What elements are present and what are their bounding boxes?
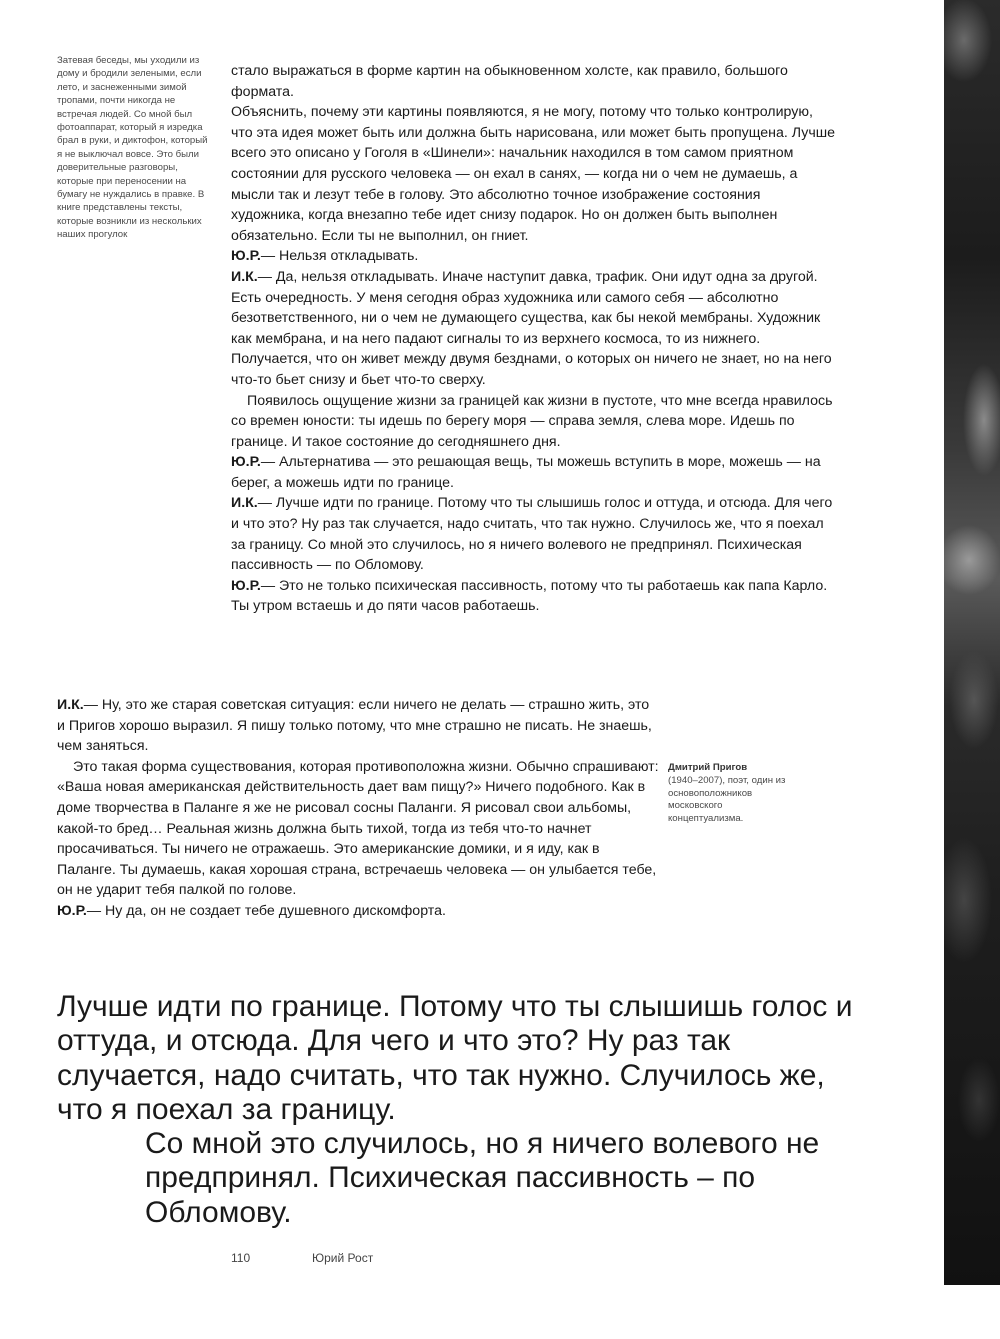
paragraph: Появилось ощущение жизни за границей как жизни в пустоте, что мне всегда нравилось со времен юности: ты идешь по берегу моря — справа земля, слева море. Идешь по границе. И такое состояние до сегодняшнего дня. [231,392,833,450]
sidenote-text: (1940–2007), поэт, один из основоположников московского концептуализма. [668,774,786,825]
speaker-label: И.К. [231,268,258,285]
speaker-label: Ю.Р. [231,454,261,471]
dialogue-line: Ю.Р.— Альтернатива — это решающая вещь, ты можешь вступить в море, можешь — на берег, а можешь идти по границе. [231,454,821,491]
pull-quote [57,990,877,1230]
pull-quote-part1: Лучше идти по границе. Потому что ты слышишь голос и оттуда, и отсюда. Для чего и что это? Ну раз так случается, надо считать, что так нужно. Случилось же, что я поехал за границу. [57,990,853,1126]
paragraph: Объяснить, почему эти картины появляются, я не могу, потому что только контролирую, что эта идея может быть или должна быть нарисована, или может быть пропущена. Лучше всего это описано у Гоголя в «Шинели»: начальник находился в том самом приятном состоянии для русского человека — он ехал в санях, — когда ни о чем не думаешь, а мысли так и лезут тебе в голову. Это абсолютно точное изображение состояния художника, когда внезапно тебе идет снизу подарок. Но он должен быть выполнен обязательно. Если ты не выполнил, он гниет. [231,104,835,244]
speaker-label: И.К. [57,697,84,713]
photo-edge [944,0,1000,1285]
speaker-label: Ю.Р. [57,902,87,919]
dialogue-line: Ю.Р.— Ну да, он не создает тебе душевного дискомфорта. [57,902,446,919]
lower-text-column [57,695,660,922]
running-head: Юрий Рост [312,1251,374,1265]
main-text-column [231,61,835,617]
dialogue-line: И.К.— Да, нельзя откладывать. Иначе наступит давка, трафик. Они идут одна за другой. Есть очередность. У меня сегодня образ художника или самого себя — абсолютно безответственного, ни о чем не думающего существа, как бы некой мембраны. Художник как мембрана, и на него падают сигналы то из верхнего космоса, то из нижнего. Получается, что он живет между двумя безднами, о которых он ничего не знает, но на него что-то бьет снизу и бьет что-то сверху. [231,268,832,388]
paragraph: Это такая форма существования, которая противоположна жизни. Обычно спрашивают: «Ваша новая американская действительность дает вам пищу?» Ничего подобного. Как в доме творчества в Паланге я же не рисовал сосны Паланги. Я рисовал свои альбомы, какой-то бред… Реальная жизнь должна быть тихой, тогда из тебя что-то начнет просачиваться. Ты ничего не отражаешь. Это американские домики, и я иду, как в Паланге. Ты думаешь, какая хорошая страна, встречаешь человека — он улыбается тебе, он не ударит тебя палкой по голове. [57,758,659,899]
dialogue-line: И.К.— Лучше идти по границе. Потому что ты слышишь голос и оттуда, и отсюда. Для чего и что это? Ну раз так случается, надо считать, что так нужно. Случилось же, что я поехал за границу. Со мной это случилось, но я ничего волевого не предпринял. Психическая пассивность — по Обломову. [231,495,833,574]
sidenote-name: Дмитрий Пригов [668,762,748,773]
margin-note [57,54,209,242]
margin-note-text: Затевая беседы, мы уходили из дому и бродили зелеными, если лето, и заснеженными зимой тропами, почти никогда не встречая людей. Со мной был фотоаппарат, который я изредка брал в руки, и диктофон, который я не выключал вовсе. Это были доверительные разговоры, которые при переносении на бумагу не нуждались в правке. В книге представлены тексты, которые возникли из нескольких наших прогулок [57,55,208,241]
pull-quote-part2: Со мной это случилось, но я ничего волевого не предпринял. Психическая пассивность – по Обломову. [145,1127,820,1229]
dialogue-line: Ю.Р.— Это не только психическая пассивность, потому что ты работаешь как папа Карло. Ты утром встаешь и до пяти часов работаешь. [231,577,828,615]
page-number: 110 [231,1251,251,1265]
speaker-label: И.К. [231,495,258,512]
speaker-label: Ю.Р. [231,248,261,265]
sidenote-prigov [668,762,798,826]
dialogue-line: И.К.— Ну, это же старая советская ситуация: если ничего не делать — страшно жить, это и Пригов хорошо выразил. Я пишу только потому, что мне страшно не писать. Не знаешь, чем заняться. [57,697,652,755]
speaker-label: Ю.Р. [231,577,261,594]
paragraph: стало выражаться в форме картин на обыкновенном холсте, как правило, большого формата. [231,63,788,100]
dialogue-line: Ю.Р.— Нельзя откладывать. [231,248,419,265]
